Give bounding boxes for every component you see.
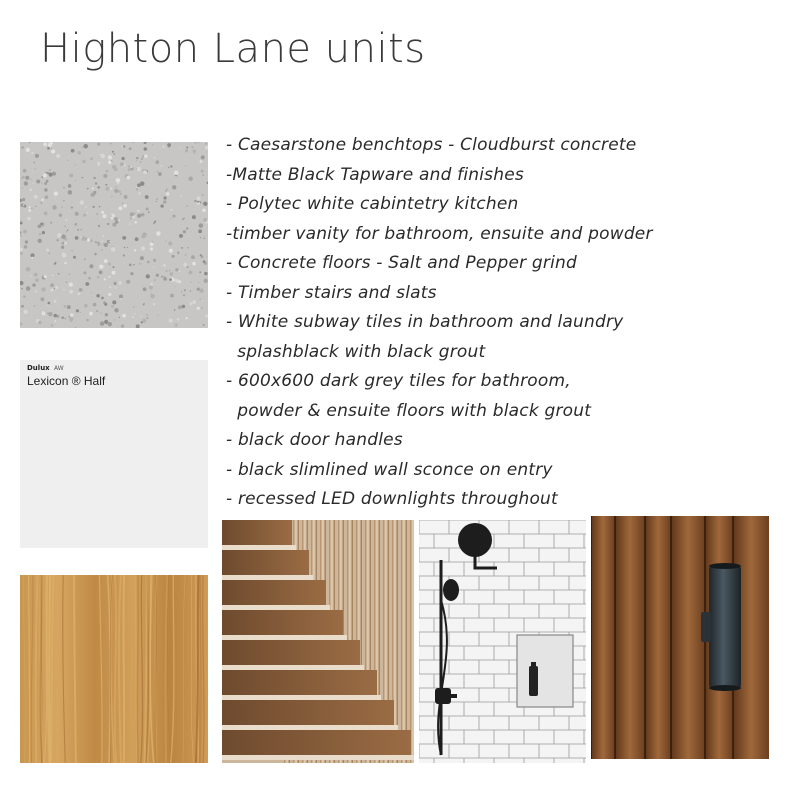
note-item: - black door handles [226, 430, 403, 450]
note-item: - Concrete floors - Salt and Pepper grind [226, 253, 578, 273]
spec-notes [226, 131, 786, 515]
note-item: - 600x600 dark grey tiles for bathroom, [226, 371, 571, 391]
note-item: - black slimlined wall sconce on entry [226, 459, 553, 480]
stairs-illustration [222, 520, 414, 763]
note-item: - recessed LED downlights throughout [226, 489, 558, 509]
note-item: - Polytec white cabintetry kitchen [226, 194, 519, 214]
note-item: - Timber stairs and slats [226, 282, 437, 303]
note-item: splashblack with black grout [226, 341, 486, 362]
caesarstone-swatch [20, 142, 208, 328]
paint-code: AW [54, 365, 64, 372]
wood-grain-texture [20, 575, 208, 763]
sconce-illustration [591, 516, 769, 759]
shower-illustration [419, 520, 586, 763]
note-item: - White subway tiles in bathroom and laundry [226, 312, 624, 332]
shower-photo [419, 520, 586, 763]
terrazzo-texture [20, 142, 208, 328]
paint-brand: Dulux [27, 364, 50, 372]
paint-name: Lexicon ® Half [27, 374, 106, 388]
note-item: powder & ensuite floors with black grout [226, 400, 592, 421]
board-title: Highton Lane units [40, 26, 426, 72]
note-item: -timber vanity for bathroom, ensuite and powder [226, 223, 653, 244]
stairs-photo [222, 520, 414, 763]
note-item: - Caesarstone benchtops - Cloudburst concrete [226, 135, 637, 155]
timber-swatch [20, 575, 208, 763]
paint-swatch [20, 360, 208, 548]
note-item: -Matte Black Tapware and finishes [226, 164, 524, 185]
wall-sconce-photo [591, 516, 769, 759]
